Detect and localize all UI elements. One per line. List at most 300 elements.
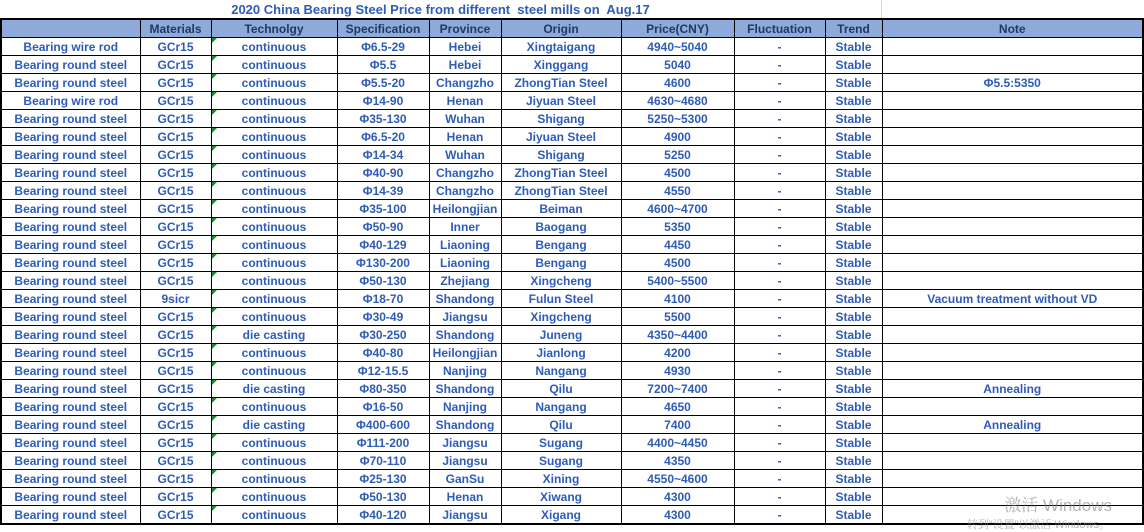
cell-technology[interactable]: continuous — [211, 344, 337, 362]
table-row — [1, 398, 1143, 416]
cell-fluctuation[interactable]: - — [734, 236, 825, 254]
cell-note[interactable] — [882, 128, 1143, 146]
cell-technology[interactable]: continuous — [211, 236, 337, 254]
cell-trend[interactable]: Stable — [825, 218, 882, 236]
cell-origin[interactable]: Xiwang — [501, 488, 621, 506]
cell-product[interactable]: Bearing round steel — [1, 416, 140, 434]
cell-specification[interactable]: Φ400-600 — [337, 416, 429, 434]
cell-technology[interactable]: continuous — [211, 56, 337, 74]
cell-price[interactable]: 4300 — [621, 488, 734, 506]
cell-trend[interactable]: Stable — [825, 308, 882, 326]
cell-origin[interactable]: Sugang — [501, 434, 621, 452]
cell-price[interactable]: 4930 — [621, 362, 734, 380]
cell-technology[interactable]: continuous — [211, 110, 337, 128]
table-row — [1, 308, 1143, 326]
cell-materials[interactable]: GCr15 — [140, 254, 211, 272]
cell-trend[interactable]: Stable — [825, 272, 882, 290]
cell-materials[interactable]: GCr15 — [140, 92, 211, 110]
header-row — [1, 19, 1143, 38]
cell-trend[interactable]: Stable — [825, 452, 882, 470]
cell-price[interactable]: 4940~5040 — [621, 38, 734, 56]
cell-trend[interactable]: Stable — [825, 182, 882, 200]
cell-province[interactable]: Jiangsu — [429, 434, 501, 452]
table-row — [1, 254, 1143, 272]
table-row — [1, 218, 1143, 236]
cell-fluctuation[interactable]: - — [734, 434, 825, 452]
cell-note[interactable] — [882, 308, 1143, 326]
cell-product[interactable]: Bearing round steel — [1, 506, 140, 525]
cell-fluctuation[interactable]: - — [734, 254, 825, 272]
table-row — [1, 110, 1143, 128]
cell-technology[interactable]: continuous — [211, 218, 337, 236]
cell-product[interactable]: Bearing round steel — [1, 146, 140, 164]
cell-specification[interactable]: Φ40-90 — [337, 164, 429, 182]
cell-price[interactable]: 5250~5300 — [621, 110, 734, 128]
header-product[interactable] — [1, 19, 140, 38]
cell-specification[interactable]: Φ14-39 — [337, 182, 429, 200]
cell-fluctuation[interactable]: - — [734, 182, 825, 200]
cell-materials[interactable]: GCr15 — [140, 164, 211, 182]
cell-fluctuation[interactable]: - — [734, 92, 825, 110]
header-fluctuation[interactable]: Fluctuation — [734, 19, 825, 38]
cell-trend[interactable]: Stable — [825, 344, 882, 362]
cell-product[interactable]: Bearing round steel — [1, 200, 140, 218]
cell-specification[interactable]: Φ14-34 — [337, 146, 429, 164]
cell-technology[interactable]: continuous — [211, 308, 337, 326]
table-row — [1, 344, 1143, 362]
header-price[interactable]: Price(CNY) — [621, 19, 734, 38]
cell-origin[interactable]: Xingcheng — [501, 308, 621, 326]
cell-note[interactable]: Φ5.5:5350 — [882, 74, 1143, 92]
cell-origin[interactable]: Fulun Steel — [501, 290, 621, 308]
cell-price[interactable]: 4400~4450 — [621, 434, 734, 452]
cell-fluctuation[interactable]: - — [734, 326, 825, 344]
cell-product[interactable]: Bearing round steel — [1, 434, 140, 452]
cell-technology[interactable]: continuous — [211, 128, 337, 146]
cell-trend[interactable]: Stable — [825, 470, 882, 488]
table-row — [1, 380, 1143, 398]
cell-fluctuation[interactable]: - — [734, 164, 825, 182]
cell-trend[interactable]: Stable — [825, 398, 882, 416]
cell-specification[interactable]: Φ35-100 — [337, 200, 429, 218]
cell-specification[interactable]: Φ111-200 — [337, 434, 429, 452]
cell-materials[interactable]: GCr15 — [140, 344, 211, 362]
cell-note[interactable] — [882, 398, 1143, 416]
cell-technology[interactable]: continuous — [211, 272, 337, 290]
cell-product[interactable]: Bearing round steel — [1, 110, 140, 128]
cell-note[interactable]: Vacuum treatment without VD — [882, 290, 1143, 308]
cell-technology[interactable]: die casting — [211, 326, 337, 344]
cell-specification[interactable]: Φ6.5-29 — [337, 38, 429, 56]
cell-materials[interactable]: GCr15 — [140, 146, 211, 164]
cell-origin[interactable]: Bengang — [501, 236, 621, 254]
cell-materials[interactable]: GCr15 — [140, 182, 211, 200]
cell-province[interactable]: Nanjing — [429, 398, 501, 416]
cell-specification[interactable]: Φ30-49 — [337, 308, 429, 326]
cell-origin[interactable]: Jiyuan Steel — [501, 92, 621, 110]
table-row — [1, 434, 1143, 452]
cell-technology[interactable]: continuous — [211, 164, 337, 182]
cell-materials[interactable]: GCr15 — [140, 362, 211, 380]
cell-product[interactable]: Bearing round steel — [1, 56, 140, 74]
cell-note[interactable]: Annealing — [882, 380, 1143, 398]
cell-province[interactable]: Henan — [429, 92, 501, 110]
cell-product[interactable]: Bearing round steel — [1, 488, 140, 506]
price-table — [0, 18, 1144, 525]
cell-fluctuation[interactable]: - — [734, 380, 825, 398]
table-row — [1, 416, 1143, 434]
cell-technology[interactable]: continuous — [211, 182, 337, 200]
cell-origin[interactable]: Xingcheng — [501, 272, 621, 290]
table-row — [1, 74, 1143, 92]
cell-province[interactable]: Liaoning — [429, 236, 501, 254]
cell-fluctuation[interactable]: - — [734, 128, 825, 146]
cell-technology[interactable]: continuous — [211, 200, 337, 218]
cell-origin[interactable]: Jianlong — [501, 344, 621, 362]
cell-technology[interactable]: continuous — [211, 506, 337, 525]
cell-province[interactable]: Henan — [429, 128, 501, 146]
cell-price[interactable]: 4900 — [621, 128, 734, 146]
cell-technology[interactable]: continuous — [211, 452, 337, 470]
cell-materials[interactable]: GCr15 — [140, 272, 211, 290]
cell-trend[interactable]: Stable — [825, 416, 882, 434]
cell-price[interactable]: 4450 — [621, 236, 734, 254]
cell-materials[interactable]: GCr15 — [140, 398, 211, 416]
cell-province[interactable]: Jiangsu — [429, 506, 501, 525]
table-row — [1, 326, 1143, 344]
cell-fluctuation[interactable]: - — [734, 452, 825, 470]
cell-product[interactable]: Bearing round steel — [1, 182, 140, 200]
table-row — [1, 56, 1143, 74]
cell-province[interactable]: Henan — [429, 488, 501, 506]
cell-product[interactable]: Bearing round steel — [1, 164, 140, 182]
activate-windows-watermark-subtext: 转到“设置”以激活 Windows。 — [966, 519, 1110, 531]
cell-province[interactable]: Shandong — [429, 416, 501, 434]
cell-specification[interactable]: Φ35-130 — [337, 110, 429, 128]
cell-product[interactable]: Bearing round steel — [1, 236, 140, 254]
cell-trend[interactable]: Stable — [825, 488, 882, 506]
cell-technology[interactable]: die casting — [211, 416, 337, 434]
cell-specification[interactable]: Φ14-90 — [337, 92, 429, 110]
cell-trend[interactable]: Stable — [825, 326, 882, 344]
cell-price[interactable]: 5350 — [621, 218, 734, 236]
cell-fluctuation[interactable]: - — [734, 146, 825, 164]
cell-note[interactable] — [882, 38, 1143, 56]
cell-materials[interactable]: GCr15 — [140, 434, 211, 452]
cell-note[interactable] — [882, 254, 1143, 272]
cell-materials[interactable]: GCr15 — [140, 326, 211, 344]
cell-origin[interactable]: Sugang — [501, 452, 621, 470]
cell-trend[interactable]: Stable — [825, 236, 882, 254]
cell-note[interactable] — [882, 56, 1143, 74]
cell-price[interactable]: 4650 — [621, 398, 734, 416]
cell-product[interactable]: Bearing round steel — [1, 272, 140, 290]
cell-fluctuation[interactable]: - — [734, 398, 825, 416]
cell-note[interactable] — [882, 164, 1143, 182]
cell-technology[interactable]: continuous — [211, 434, 337, 452]
cell-fluctuation[interactable]: - — [734, 56, 825, 74]
cell-price[interactable]: 5400~5500 — [621, 272, 734, 290]
cell-specification[interactable]: Φ30-250 — [337, 326, 429, 344]
cell-note[interactable] — [882, 344, 1143, 362]
cell-province[interactable]: Jiangsu — [429, 452, 501, 470]
cell-fluctuation[interactable]: - — [734, 362, 825, 380]
cell-trend[interactable]: Stable — [825, 506, 882, 525]
table-row — [1, 200, 1143, 218]
cell-technology[interactable]: continuous — [211, 92, 337, 110]
cell-materials[interactable]: GCr15 — [140, 218, 211, 236]
cell-price[interactable]: 4500 — [621, 254, 734, 272]
cell-origin[interactable]: ZhongTian Steel — [501, 182, 621, 200]
cell-origin[interactable]: Jiyuan Steel — [501, 128, 621, 146]
cell-materials[interactable]: GCr15 — [140, 488, 211, 506]
cell-materials[interactable]: GCr15 — [140, 74, 211, 92]
header-province[interactable]: Province — [429, 19, 501, 38]
cell-fluctuation[interactable]: - — [734, 488, 825, 506]
cell-trend[interactable]: Stable — [825, 200, 882, 218]
cell-specification[interactable]: Φ18-70 — [337, 290, 429, 308]
cell-trend[interactable]: Stable — [825, 434, 882, 452]
cell-price[interactable]: 4300 — [621, 506, 734, 525]
cell-technology[interactable]: continuous — [211, 398, 337, 416]
cell-note[interactable] — [882, 434, 1143, 452]
cell-note[interactable] — [882, 362, 1143, 380]
cell-technology[interactable]: continuous — [211, 488, 337, 506]
cell-specification[interactable]: Φ25-130 — [337, 470, 429, 488]
header-trend[interactable]: Trend — [825, 19, 882, 38]
cell-price[interactable]: 5250 — [621, 146, 734, 164]
cell-trend[interactable]: Stable — [825, 110, 882, 128]
cell-note[interactable] — [882, 272, 1143, 290]
cell-origin[interactable]: Shigang — [501, 146, 621, 164]
cell-fluctuation[interactable]: - — [734, 110, 825, 128]
cell-specification[interactable]: Φ16-50 — [337, 398, 429, 416]
cell-trend[interactable]: Stable — [825, 164, 882, 182]
cell-fluctuation[interactable]: - — [734, 74, 825, 92]
cell-materials[interactable]: GCr15 — [140, 416, 211, 434]
cell-product[interactable]: Bearing round steel — [1, 470, 140, 488]
cell-origin[interactable]: Beiman — [501, 200, 621, 218]
cell-province[interactable]: Nanjing — [429, 362, 501, 380]
cell-note[interactable] — [882, 218, 1143, 236]
cell-materials[interactable]: GCr15 — [140, 236, 211, 254]
cell-note[interactable] — [882, 110, 1143, 128]
cell-fluctuation[interactable]: - — [734, 272, 825, 290]
cell-materials[interactable]: GCr15 — [140, 470, 211, 488]
cell-trend[interactable]: Stable — [825, 74, 882, 92]
cell-product[interactable]: Bearing round steel — [1, 380, 140, 398]
cell-price[interactable]: 4630~4680 — [621, 92, 734, 110]
cell-province[interactable]: Shandong — [429, 380, 501, 398]
cell-province[interactable]: Hebei — [429, 38, 501, 56]
cell-product[interactable]: Bearing round steel — [1, 452, 140, 470]
cell-materials[interactable]: GCr15 — [140, 308, 211, 326]
cell-price[interactable]: 4350~4400 — [621, 326, 734, 344]
cell-materials[interactable]: GCr15 — [140, 506, 211, 525]
cell-province[interactable]: Wuhan — [429, 146, 501, 164]
cell-fluctuation[interactable]: - — [734, 506, 825, 525]
cell-price[interactable]: 4550~4600 — [621, 470, 734, 488]
cell-materials[interactable]: GCr15 — [140, 38, 211, 56]
cell-specification[interactable]: Φ130-200 — [337, 254, 429, 272]
cell-origin[interactable]: ZhongTian Steel — [501, 164, 621, 182]
cell-fluctuation[interactable]: - — [734, 38, 825, 56]
cell-trend[interactable]: Stable — [825, 92, 882, 110]
cell-specification[interactable]: Φ40-80 — [337, 344, 429, 362]
cell-fluctuation[interactable]: - — [734, 344, 825, 362]
cell-note[interactable] — [882, 200, 1143, 218]
cell-price[interactable]: 5500 — [621, 308, 734, 326]
cell-product[interactable]: Bearing round steel — [1, 290, 140, 308]
cell-note[interactable]: Annealing — [882, 416, 1143, 434]
cell-origin[interactable]: Bengang — [501, 254, 621, 272]
header-specification[interactable]: Specification — [337, 19, 429, 38]
cell-price[interactable]: 4500 — [621, 164, 734, 182]
cell-product[interactable]: Bearing round steel — [1, 344, 140, 362]
cell-trend[interactable]: Stable — [825, 56, 882, 74]
cell-note[interactable] — [882, 470, 1143, 488]
cell-product[interactable]: Bearing round steel — [1, 254, 140, 272]
cell-specification[interactable]: Φ50-130 — [337, 272, 429, 290]
cell-specification[interactable]: Φ70-110 — [337, 452, 429, 470]
cell-fluctuation[interactable]: - — [734, 308, 825, 326]
cell-specification[interactable]: Φ12-15.5 — [337, 362, 429, 380]
cell-product[interactable]: Bearing round steel — [1, 128, 140, 146]
cell-materials[interactable]: GCr15 — [140, 200, 211, 218]
cell-province[interactable]: Changzho — [429, 74, 501, 92]
cell-product[interactable]: Bearing wire rod — [1, 38, 140, 56]
cell-province[interactable]: Heilongjian — [429, 344, 501, 362]
cell-province[interactable]: Wuhan — [429, 110, 501, 128]
cell-specification[interactable]: Φ50-90 — [337, 218, 429, 236]
cell-fluctuation[interactable]: - — [734, 218, 825, 236]
cell-price[interactable]: 7200~7400 — [621, 380, 734, 398]
cell-product[interactable]: Bearing round steel — [1, 398, 140, 416]
cell-origin[interactable]: Xingtaigang — [501, 38, 621, 56]
cell-trend[interactable]: Stable — [825, 362, 882, 380]
header-materials[interactable]: Materials — [140, 19, 211, 38]
cell-origin[interactable]: Baogang — [501, 218, 621, 236]
cell-origin[interactable]: Xinggang — [501, 56, 621, 74]
cell-price[interactable]: 4600 — [621, 74, 734, 92]
cell-origin[interactable]: Qilu — [501, 380, 621, 398]
cell-materials[interactable]: GCr15 — [140, 56, 211, 74]
cell-technology[interactable]: continuous — [211, 254, 337, 272]
cell-price[interactable]: 4550 — [621, 182, 734, 200]
cell-origin[interactable]: Qilu — [501, 416, 621, 434]
cell-trend[interactable]: Stable — [825, 254, 882, 272]
cell-fluctuation[interactable]: - — [734, 290, 825, 308]
cell-fluctuation[interactable]: - — [734, 416, 825, 434]
cell-specification[interactable]: Φ6.5-20 — [337, 128, 429, 146]
cell-specification[interactable]: Φ40-120 — [337, 506, 429, 525]
cell-materials[interactable]: 9sicr — [140, 290, 211, 308]
cell-trend[interactable]: Stable — [825, 380, 882, 398]
cell-product[interactable]: Bearing wire rod — [1, 92, 140, 110]
cell-province[interactable]: Inner — [429, 218, 501, 236]
cell-materials[interactable]: GCr15 — [140, 110, 211, 128]
cell-origin[interactable]: Xining — [501, 470, 621, 488]
cell-note[interactable] — [882, 182, 1143, 200]
table-row — [1, 452, 1143, 470]
cell-technology[interactable]: continuous — [211, 362, 337, 380]
cell-origin[interactable]: Shigang — [501, 110, 621, 128]
cell-origin[interactable]: Xigang — [501, 506, 621, 525]
activate-windows-watermark: 激活 Windows — [1004, 496, 1112, 515]
header-technology[interactable]: Technolgy — [211, 19, 337, 38]
cell-price[interactable]: 4100 — [621, 290, 734, 308]
cell-note[interactable] — [882, 146, 1143, 164]
cell-specification[interactable]: Φ50-130 — [337, 488, 429, 506]
cell-fluctuation[interactable]: - — [734, 200, 825, 218]
cell-trend[interactable]: Stable — [825, 38, 882, 56]
cell-materials[interactable]: GCr15 — [140, 380, 211, 398]
cell-trend[interactable]: Stable — [825, 128, 882, 146]
header-origin[interactable]: Origin — [501, 19, 621, 38]
cell-province[interactable]: Heilongjian — [429, 200, 501, 218]
cell-origin[interactable]: Nangang — [501, 362, 621, 380]
table-row — [1, 272, 1143, 290]
cell-technology[interactable]: continuous — [211, 470, 337, 488]
cell-origin[interactable]: Nangang — [501, 398, 621, 416]
cell-specification[interactable]: Φ5.5 — [337, 56, 429, 74]
cell-province[interactable]: Changzho — [429, 164, 501, 182]
cell-province[interactable]: GanSu — [429, 470, 501, 488]
cell-trend[interactable]: Stable — [825, 290, 882, 308]
header-note[interactable]: Note — [882, 19, 1143, 38]
cell-specification[interactable]: Φ80-350 — [337, 380, 429, 398]
cell-product[interactable]: Bearing round steel — [1, 326, 140, 344]
cell-origin[interactable]: Juneng — [501, 326, 621, 344]
cell-price[interactable]: 7400 — [621, 416, 734, 434]
cell-fluctuation[interactable]: - — [734, 470, 825, 488]
cell-trend[interactable]: Stable — [825, 146, 882, 164]
cell-price[interactable]: 4600~4700 — [621, 200, 734, 218]
cell-product[interactable]: Bearing round steel — [1, 74, 140, 92]
cell-province[interactable]: Zhejiang — [429, 272, 501, 290]
cell-province[interactable]: Shandong — [429, 290, 501, 308]
cell-product[interactable]: Bearing round steel — [1, 308, 140, 326]
cell-province[interactable]: Jiangsu — [429, 308, 501, 326]
cell-province[interactable]: Hebei — [429, 56, 501, 74]
cell-technology[interactable]: continuous — [211, 146, 337, 164]
cell-technology[interactable]: die casting — [211, 380, 337, 398]
cell-province[interactable]: Liaoning — [429, 254, 501, 272]
cell-note[interactable] — [882, 326, 1143, 344]
cell-note[interactable] — [882, 452, 1143, 470]
cell-price[interactable]: 4350 — [621, 452, 734, 470]
table-row — [1, 290, 1143, 308]
cell-technology[interactable]: continuous — [211, 74, 337, 92]
cell-materials[interactable]: GCr15 — [140, 128, 211, 146]
cell-note[interactable] — [882, 236, 1143, 254]
cell-price[interactable]: 4200 — [621, 344, 734, 362]
cell-origin[interactable]: ZhongTian Steel — [501, 74, 621, 92]
table-row — [1, 92, 1143, 110]
cell-province[interactable]: Changzho — [429, 182, 501, 200]
cell-technology[interactable]: continuous — [211, 290, 337, 308]
cell-product[interactable]: Bearing round steel — [1, 362, 140, 380]
cell-technology[interactable]: continuous — [211, 38, 337, 56]
cell-specification[interactable]: Φ5.5-20 — [337, 74, 429, 92]
cell-product[interactable]: Bearing round steel — [1, 218, 140, 236]
table-row — [1, 146, 1143, 164]
cell-materials[interactable]: GCr15 — [140, 452, 211, 470]
cell-note[interactable] — [882, 92, 1143, 110]
cell-province[interactable]: Shandong — [429, 326, 501, 344]
cell-specification[interactable]: Φ40-129 — [337, 236, 429, 254]
cell-price[interactable]: 5040 — [621, 56, 734, 74]
